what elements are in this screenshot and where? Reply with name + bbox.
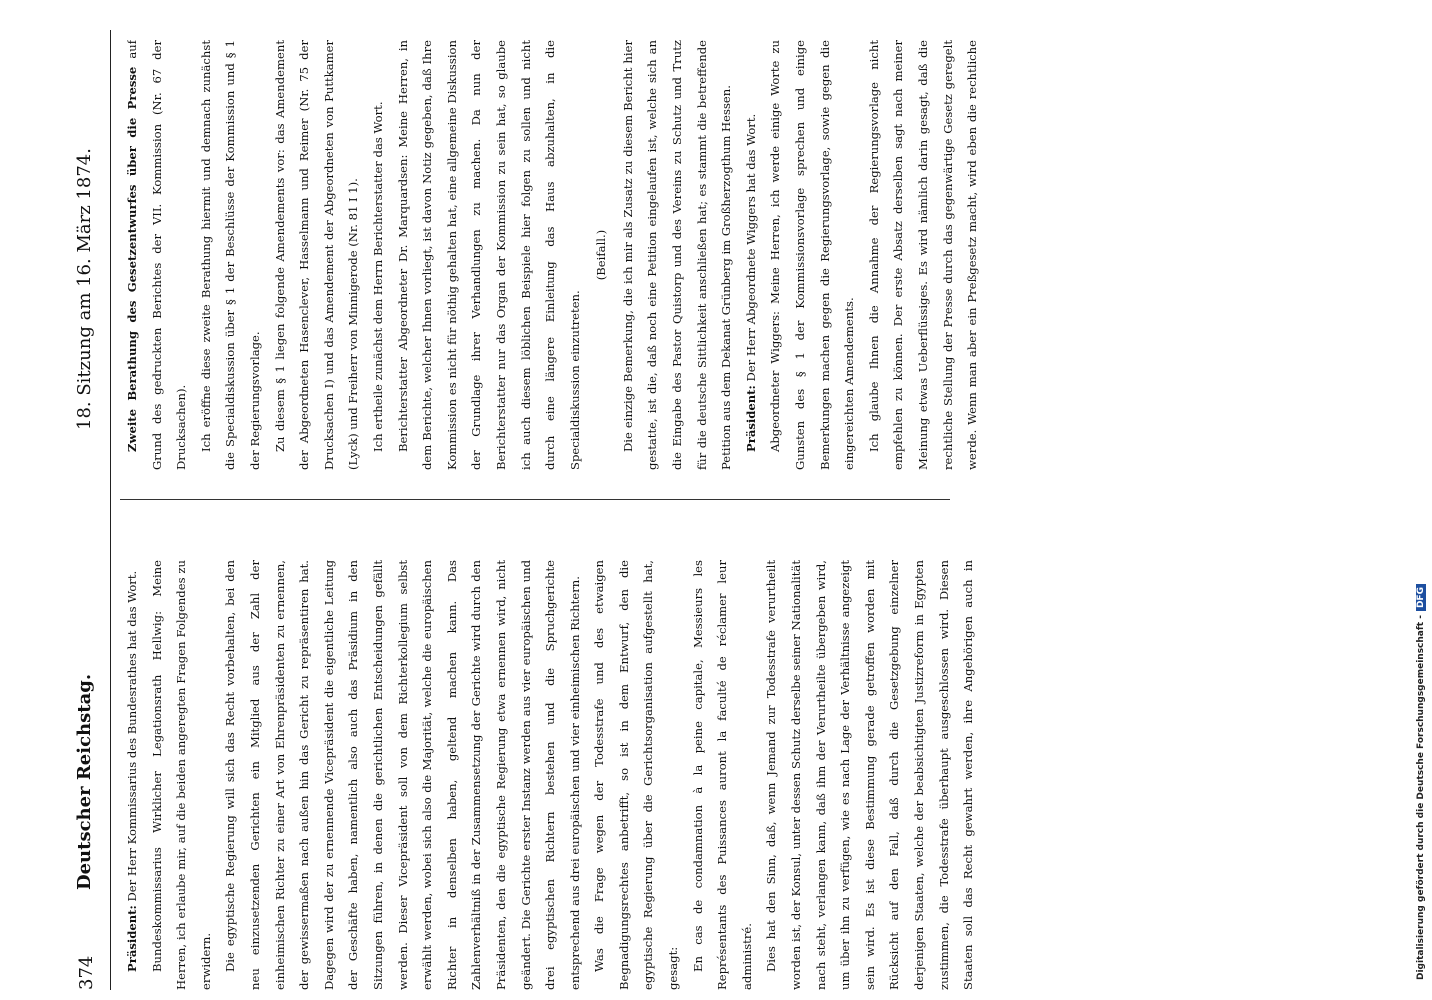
paragraph bbox=[120, 560, 145, 990]
paragraph-text: Ich ertheile zunächst dem Herrn Berichterstatter das Wort. bbox=[370, 101, 385, 452]
footer-text: Digitalisierung gefördert durch die Deutsche Forschungsgemeinschaft - bbox=[1416, 615, 1426, 980]
paragraph-text: En cas de condamnation à la peine capitale, Messieurs les Représentants des Puissances auront la faculté de réclamer leur administré. bbox=[690, 560, 754, 990]
paragraph bbox=[366, 40, 391, 470]
paragraph-text: Dies hat den Sinn, daß, wenn Jemand zur Todesstrafe verurtheilt worden ist, der Konsul, unter dessen Schutz derselbe seiner Nationalität nach steht, verlangen kann, daß ihm der Verurtheilte übergeben wird, um über ihn zu verfügen, wie es nach Lage der Verhältnisse angezeigt sein wird. Es ist diese Bestimmung gerade getroffen worden mit Rücksicht auf den Fall, daß durch die Gesetzgebung einzelner derjenigen Staaten, welche der beabsichtigten Justizreform in Egypten zustimmen, die Todesstrafe überhaupt ausgeschlossen wird. Diesen Staaten soll das Recht gewahrt werden, ihre Angehörigen auch in bbox=[764, 560, 976, 990]
paragraph bbox=[686, 560, 760, 990]
paragraph bbox=[145, 560, 219, 990]
paragraph-text: Ich glaube Ihnen die Annahme der Regierungsvorlage nicht empfehlen zu können. Der erste Absatz derselben sagt nach meiner Meinung etwas Ueberflüssiges. Es wird nämlich darin gesagt, daß die rechtliche Stellung der Presse durch das gegenwärtige Gesetz geregelt werde. Wenn man aber ein Preßgesetz macht, wird eben die rechtliche bbox=[866, 40, 980, 470]
paragraph-text: Ich eröffne diese zweite Berathung hiermit und demnach zunächst die Specialdiskussion über § 1 der Beschlüsse der Kommission und § 1 der Regierungsvorlage. bbox=[198, 40, 262, 470]
paragraph-text: Bundeskommissarius Wirklicher Legationsrath Hellwig: Meine Herren, ich erlaube mir, auf die beiden angeregten Fragen Folgendes zu erwidern. bbox=[149, 560, 213, 990]
stage-direction bbox=[589, 40, 614, 470]
paragraph-text: Der Herr Abgeordnete Wiggers hat das Wort. bbox=[743, 113, 758, 382]
paragraph bbox=[268, 40, 366, 470]
dfg-logo: DFG bbox=[1416, 584, 1426, 611]
session-date: 18. Sitzung am 16. März 1874. bbox=[74, 148, 95, 430]
paragraph bbox=[862, 40, 980, 470]
paragraph bbox=[759, 560, 980, 990]
paragraph bbox=[218, 560, 587, 990]
paragraph bbox=[763, 40, 861, 470]
speaker-label: Präsident: bbox=[743, 385, 758, 452]
paragraph-text: Abgeordneter Wiggers: Meine Herren, ich werde einige Worte zu Gunsten des § 1 der Kommissionsvorlage sprechen und einige Bemerkungen machen gegen die Regierungsvorlage, sowie gegen die eingereichten Amendements. bbox=[768, 40, 857, 470]
paragraph-text: Berichterstatter Abgeordneter Dr. Marquardsen: Meine Herren, in dem Berichte, welcher Ihnen vorliegt, ist davon Notiz gegeben, daß Ihre Kommission es nicht für nöthig gehalten hat, eine allgemeine Diskussion der Grundlage ihrer Verhandlungen zu machen. Da nun der Berichterstatter nur das Organ der Kommission zu sein hat, so glaube ich auch diesem löblichen Beispiele hier folgen zu sollen und nicht durch eine längere Einleitung das Haus abzuhalten, in die Specialdiskussion einzutreten. bbox=[395, 40, 582, 470]
paragraph bbox=[194, 40, 268, 470]
right-column bbox=[120, 40, 980, 470]
speaker-label: Präsident: bbox=[125, 905, 139, 972]
paragraph bbox=[616, 40, 739, 470]
paragraph bbox=[587, 560, 685, 990]
paragraph-text: Was die Frage wegen der Todesstrafe und des etwaigen Begnadigungsrechtes anbetrifft, so ist in dem Entwurf, den die egyptische Regierung über die Gerichtsorganisation aufgestellt hat, gesagt: bbox=[592, 560, 681, 990]
page-header bbox=[70, 30, 111, 990]
paragraph-text: Die einzige Bemerkung, die ich mir als Zusatz zu diesem Bericht hier gestatte, ist die, daß noch eine Petition eingelaufen ist, welche sich an die Eingabe des Pastor Quistorp und des Vereins zu Schutz und Trutz für die deutsche Sittlichkeit anschließen hat; es stammt die betreffende Petition aus dem Dekanat Grünberg im Großherzogthum Hessen. bbox=[620, 40, 734, 470]
paragraph-text: (Beifall.) bbox=[594, 229, 609, 281]
paragraph bbox=[120, 40, 194, 470]
column-divider bbox=[120, 499, 950, 500]
left-column bbox=[120, 560, 980, 990]
paragraph bbox=[739, 40, 764, 470]
paragraph bbox=[391, 40, 588, 470]
speaker-label: Zweite Berathung des Gesetzentwurfes über die Presse bbox=[125, 66, 139, 452]
paragraph-text: Die egyptische Regierung will sich das Recht vorbehalten, bei den neu einzusetzenden Gerichten ein Mitglied aus der Zahl der einheimischen Richter zu einer Art von Ehrenpräsidenten zu ernennen, der gewissermaßen nach außen hin das Gericht zu repräsentiren hat. Dagegen wird der zu ernennende Vicepräsident die eigentliche Leitung der Geschäfte haben, namentlich also auch das Präsidium in den Sitzungen führen, in denen die gerichtlichen Entscheidungen gefällt werden. Dieser Vicepräsident soll von dem Richterkollegium selbst erwählt werden, wobei sich also die Majorität, welche die europäischen Richter in denselben haben, geltend machen kann. Das Zahlenverhältniß in der Zusammensetzung der Gerichte wird durch den Präsidenten, den die egyptische Regierung etwa ernennen wird, nicht geändert. Die Gerichte erster Instanz werden aus vier europäischen und drei egyptischen Richtern bestehen und die Spruchgerichte entsprechend aus drei europäischen und vier einheimischen Richtern. bbox=[223, 560, 582, 990]
paragraph-text: Zu diesem § 1 liegen folgende Amendements vor: das Amendement der Abgeordneten Hasenclever, Hasselmann und Reimer (Nr. 75 der Drucksachen I) und das Amendement der Abgeordneten von Puttkamer (Lyck) und Freiherr von Minnigerode (Nr. 81 I 1). bbox=[272, 40, 361, 470]
paragraph-text: Der Herr Kommissarius des Bundesrathes hat das Wort. bbox=[125, 570, 139, 902]
paragraph-text: auf Grund des gedruckten Berichtes der VII. Kommission (Nr. 67 der Drucksachen). bbox=[125, 40, 189, 470]
page-number: 374 bbox=[76, 955, 97, 990]
digitization-footer bbox=[1410, 0, 1432, 1000]
publication-title: Deutscher Reichstag. bbox=[74, 673, 95, 890]
